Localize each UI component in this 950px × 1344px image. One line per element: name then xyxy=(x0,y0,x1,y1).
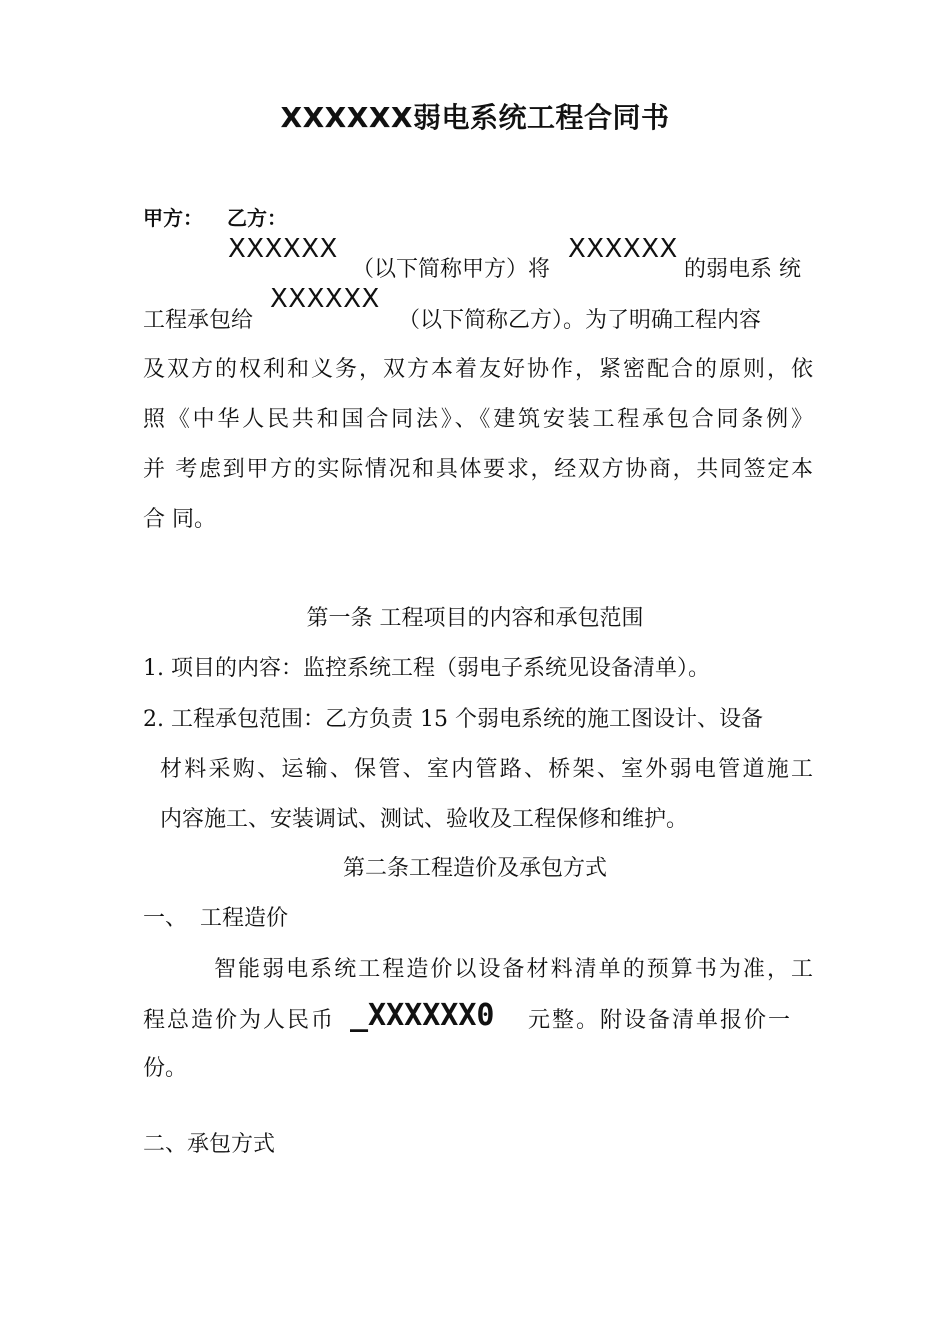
preamble-text: 工程承包给 xyxy=(143,308,254,333)
party-b-blank: XXXXXX xyxy=(270,284,380,314)
preamble-line: 及双方的权利和义务，双方本着友好协作，紧密配合的原则，依 xyxy=(143,357,813,382)
party-a-blank: XXXXXX xyxy=(228,234,338,264)
article-1-item-2-cont: 内容施工、安装调试、测试、验收及工程保修和维护。 xyxy=(160,807,689,832)
preamble-text: （以下简称乙方）。为了明确工程内容 xyxy=(398,308,762,333)
article-1-item-2: 2. 工程承包范围：乙方负责 15 个弱电系统的施工图设计、设备 xyxy=(143,707,763,732)
preamble-text: （以下简称甲方）将 xyxy=(352,257,551,282)
preamble-line: 照《中华人民共和国合同法》、《建筑安装工程承包合同条例》 xyxy=(143,407,813,432)
article-1-heading: 第一条 工程项目的内容和承包范围 xyxy=(306,606,644,631)
project-name-blank: XXXXXX xyxy=(568,234,678,264)
preamble-text: 的弱电系 统 xyxy=(684,257,801,282)
price-paragraph: 元整。附设备清单报价一 xyxy=(528,1008,793,1033)
price-paragraph: 程总造价为人民币 xyxy=(143,1008,336,1033)
article-2-heading: 第二条工程造价及承包方式 xyxy=(342,856,607,881)
preamble-line: 并 考虑到甲方的实际情况和具体要求，经双方协商，共同签定本 xyxy=(143,457,813,482)
document-title: XXXXXX弱电系统工程合同书 xyxy=(280,101,670,134)
article-1-item-1: 1. 项目的内容：监控系统工程（弱电子系统见设备清单）。 xyxy=(143,656,710,681)
section-2-title: 二、承包方式 xyxy=(143,1132,276,1157)
price-paragraph: 智能弱电系统工程造价以设备材料清单的预算书为准，工 xyxy=(214,957,813,982)
party-a-label: 甲方： xyxy=(143,206,203,230)
section-1-title: 工程造价 xyxy=(200,906,289,931)
price-amount-blank: _XXXXXX0 xyxy=(350,998,495,1033)
article-1-item-2-cont: 材料采购、运输、保管、室内管路、桥架、室外弱电管道施工 xyxy=(160,757,813,782)
section-1-number: 一、 xyxy=(143,906,188,931)
preamble-line: 合 同。 xyxy=(143,507,216,532)
party-b-label: 乙方： xyxy=(227,206,287,230)
price-paragraph: 份。 xyxy=(143,1056,188,1081)
